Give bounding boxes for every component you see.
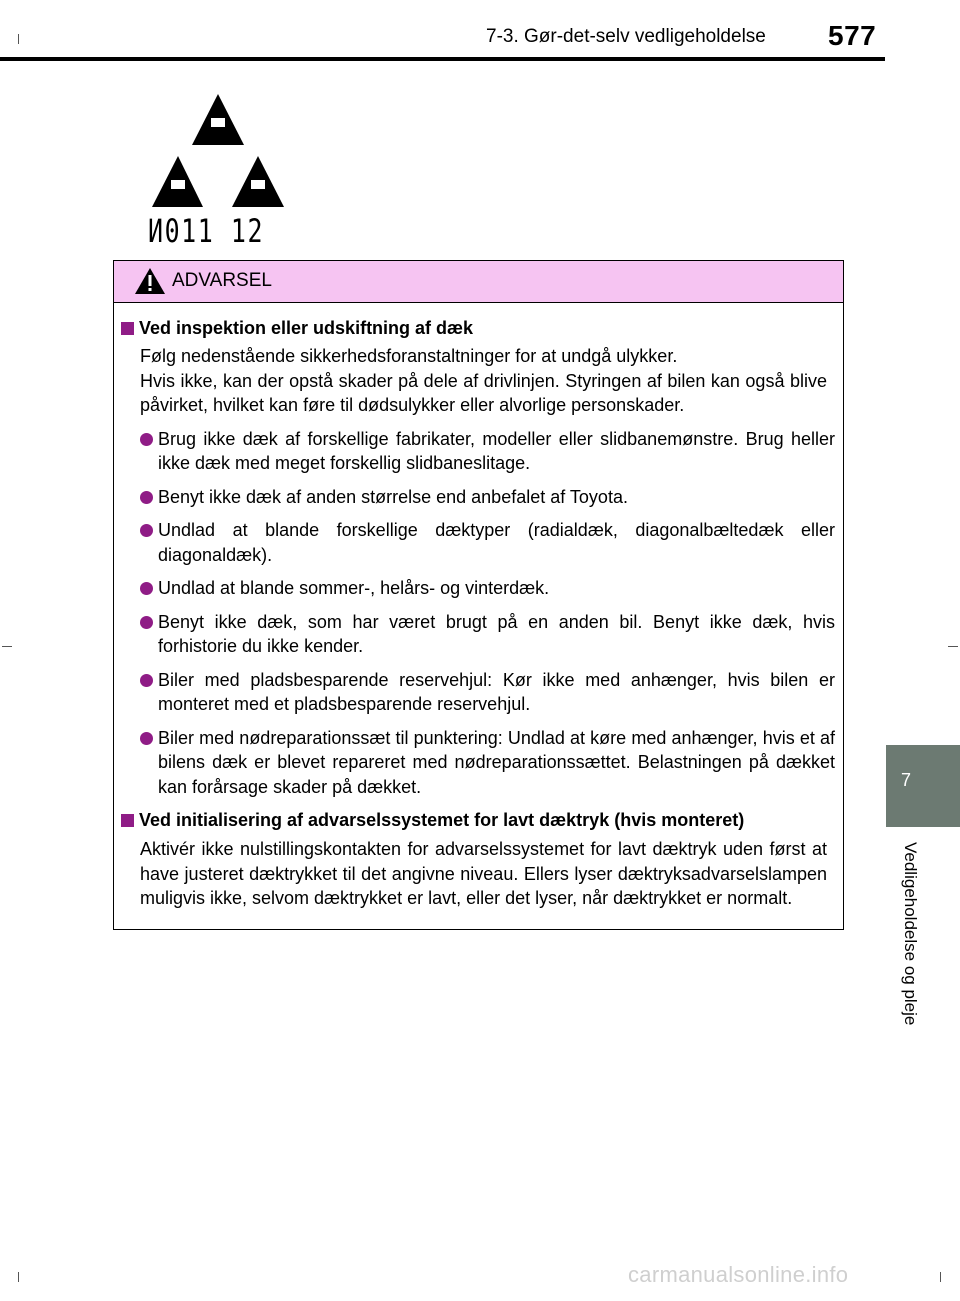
- round-bullet-icon: [140, 616, 153, 629]
- round-bullet-icon: [140, 433, 153, 446]
- warning-icon: [134, 267, 166, 295]
- square-bullet-icon: [121, 814, 134, 827]
- warning-box: [113, 260, 844, 930]
- tire-marking-diagram: [140, 88, 300, 250]
- list-item: Benyt ikke dæk, som har været brugt på en anden bil. Benyt ikke dæk, hvis forhistorie du ikke kender.: [158, 610, 835, 659]
- crop-mark: [948, 646, 958, 647]
- list-item: Brug ikke dæk af forskellige fabrikater, modeller eller slidbanemønstre. Brug heller ikke dæk med meget forskellig slidbaneslitage.: [158, 427, 835, 476]
- paragraph: Aktivér ikke nulstillingskontakten for advarselssystemet for lavt dæktryk uden først at have justeret dæktrykket til det angivne niveau. Ellers lyser dæktryksadvarselslampen muligvis ikke, selvom dæktrykket er lavt, eller det lyser, når dæktrykket er normalt.: [140, 839, 827, 908]
- round-bullet-icon: [140, 674, 153, 687]
- square-bullet-icon: [121, 322, 134, 335]
- round-bullet-icon: [140, 491, 153, 504]
- section-heading: Ved inspektion eller udskiftning af dæk: [114, 316, 843, 341]
- warning-content: [114, 316, 843, 911]
- chapter-number: 7: [900, 770, 911, 790]
- paragraph: Følg nedenstående sikkerhedsforanstaltninger for at undgå ulykker.: [140, 346, 678, 366]
- round-bullet-icon: [140, 524, 153, 537]
- watermark: carmanualsonline.info: [628, 1262, 849, 1287]
- section-heading: Ved initialisering af advarselssystemet for lavt dæktryk (hvis monteret): [114, 808, 843, 833]
- warning-header: [114, 261, 843, 303]
- list-item: Undlad at blande sommer-, helårs- og vinterdæk.: [158, 576, 835, 601]
- page-number: 577: [828, 20, 877, 51]
- chapter-label: Vedligeholdelse og pleje: [901, 842, 920, 1026]
- crop-mark: [2, 646, 12, 647]
- warning-heading: ADVARSEL: [172, 270, 272, 291]
- crop-mark: [18, 34, 19, 44]
- round-bullet-icon: [140, 582, 153, 595]
- list-item: Biler med nødreparationssæt til punktering: Undlad at køre med anhænger, hvis et af bilens dæk er blevet repareret med nødreparationssættet. Belastningen på dækket kan forårsage skader på dækket.: [158, 726, 835, 800]
- list-item: Biler med pladsbesparende reservehjul: Kør ikke med anhænger, hvis bilen er monteret med et pladsbesparende reservehjul.: [158, 668, 835, 717]
- header-rule: [0, 57, 885, 61]
- round-bullet-icon: [140, 732, 153, 745]
- crop-mark: [940, 1272, 941, 1282]
- marking-text: И011 12: [148, 212, 265, 250]
- crop-mark: [18, 1272, 19, 1282]
- list-item: Benyt ikke dæk af anden størrelse end anbefalet af Toyota.: [158, 485, 835, 510]
- list-item: Undlad at blande forskellige dæktyper (radialdæk, diagonalbæltedæk eller diagonaldæk).: [158, 518, 835, 567]
- section-title: 7-3. Gør-det-selv vedligeholdelse: [486, 26, 766, 47]
- paragraph: Hvis ikke, kan der opstå skader på dele af drivlinjen. Styringen af bilen kan også blive påvirket, hvilket kan føre til dødsulykker eller alvorlige personskader.: [140, 370, 827, 415]
